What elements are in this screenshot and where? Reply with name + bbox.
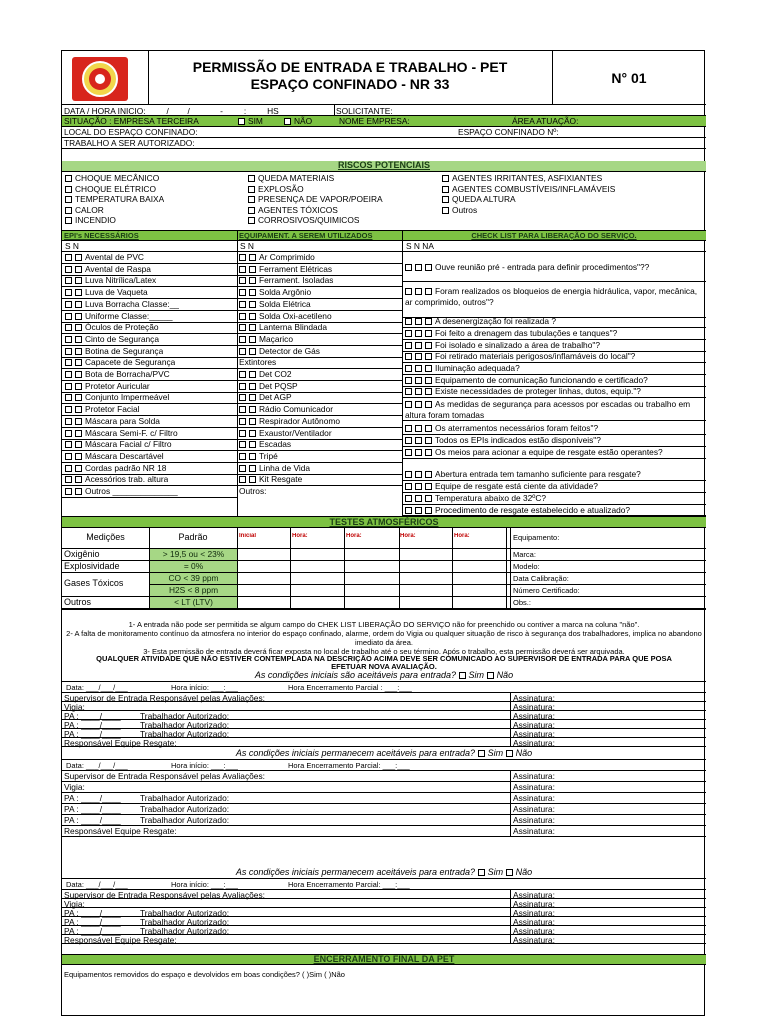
risk-item[interactable]: QUEDA MATERIAIS bbox=[248, 173, 334, 183]
checklist-item[interactable]: As medidas de segurança para acessos por escadas ou trabalho em altura foram tomadas bbox=[405, 399, 691, 420]
signature-field[interactable]: Assinatura: bbox=[513, 738, 555, 748]
checklist-item[interactable]: Foi isolado e sinalizado a área de trabalho"? bbox=[405, 340, 703, 351]
equipment-item[interactable]: Solda Oxi-acetileno bbox=[239, 311, 332, 321]
condition-yes[interactable] bbox=[478, 750, 485, 757]
epi-item[interactable]: Avental de PVC bbox=[65, 252, 144, 262]
epi-item[interactable]: Máscara Descartável bbox=[65, 451, 164, 461]
risk-item[interactable]: Outros bbox=[442, 205, 477, 215]
block-date[interactable]: Data: ___/___/___ bbox=[66, 683, 128, 692]
checklist-item[interactable]: Foi retirado materiais perigosos/inflamáveis do local"? bbox=[405, 351, 703, 362]
extinguisher-item[interactable]: Det AGP bbox=[239, 392, 292, 402]
atm-tests-title: TESTES ATMOSFÉRICOS bbox=[329, 517, 439, 527]
signature-field[interactable]: Assinatura: bbox=[513, 899, 555, 909]
extinguisher-item[interactable]: Det CO2 bbox=[239, 369, 292, 379]
atm-standard: = 0% bbox=[183, 561, 204, 571]
signature-field[interactable]: Assinatura: bbox=[513, 890, 555, 900]
risks-title: RISCOS POTENCIAIS bbox=[337, 160, 430, 170]
atm-equip-info[interactable]: Modelo: bbox=[513, 562, 540, 571]
atm-header-standard: Padrão bbox=[178, 532, 208, 542]
permit-number: N° 01 bbox=[611, 70, 647, 86]
checklist-item[interactable]: Ouve reunião pré - entrada para definir procedimentos"?? bbox=[405, 262, 703, 273]
authorized-worker[interactable]: Trabalhador Autorizado: bbox=[140, 815, 230, 825]
checklist-item[interactable]: A desenergização foi realizada ? bbox=[405, 316, 703, 327]
authorized-worker[interactable]: Trabalhador Autorizado: bbox=[140, 711, 230, 721]
checklist-item[interactable]: Abertura entrada tem tamanho suficiente para resgate? bbox=[405, 469, 703, 480]
atm-equipment: Equipamento: bbox=[513, 533, 560, 542]
atm-equip-info[interactable]: Data Calibração: bbox=[513, 574, 569, 583]
epi-item[interactable]: Protetor Auricular bbox=[65, 381, 150, 391]
risk-item[interactable]: QUEDA ALTURA bbox=[442, 194, 516, 204]
atm-standard: CO < 39 ppm bbox=[168, 573, 219, 583]
block-field[interactable]: Supervisor de Entrada Responsável pelas Avaliações: bbox=[64, 693, 265, 703]
risk-item[interactable]: AGENTES TÓXICOS bbox=[248, 205, 338, 215]
block-field[interactable]: Supervisor de Entrada Responsável pelas Avaliações: bbox=[64, 771, 265, 781]
authorized-worker[interactable]: Trabalhador Autorizado: bbox=[140, 908, 230, 918]
atm-header-hour: Hora: bbox=[346, 533, 362, 539]
epi-item[interactable]: Botina de Segurança bbox=[65, 346, 163, 356]
extinguisher-item[interactable]: Tripé bbox=[239, 451, 278, 461]
epi-item[interactable]: Acessórios trab. altura bbox=[65, 474, 168, 484]
condition-yes[interactable] bbox=[459, 672, 466, 679]
authorized-worker[interactable]: Trabalhador Autorizado: bbox=[140, 917, 230, 927]
risk-item[interactable]: CHOQUE MECÂNICO bbox=[65, 173, 159, 183]
extinguisher-item[interactable]: Kit Resgate bbox=[239, 474, 302, 484]
condition-no[interactable] bbox=[487, 672, 494, 679]
block-field[interactable]: PA : ____/____ bbox=[64, 729, 121, 739]
signature-field[interactable]: Assinatura: bbox=[513, 720, 555, 730]
block-field[interactable]: Responsável Equipe Resgate: bbox=[64, 935, 177, 945]
checklist-item[interactable]: Existe necessidades de proteger linhas, dutos, equip."? bbox=[405, 386, 703, 397]
epis-title: EPI's NECESSÁRIOS bbox=[64, 231, 139, 240]
note-3: 3- Esta permissão de entrada deverá ficar exposta no local de trabalho até o seu término. Após o trabalho, esta permissão deverá ser arquivada. bbox=[143, 647, 625, 656]
checklist-item[interactable]: Equipamento de comunicação funcionando e certificado? bbox=[405, 375, 703, 386]
epi-item[interactable]: Máscara Semi-F. c/ Filtro bbox=[65, 428, 178, 438]
checklist-item[interactable]: Os aterramentos necessários foram feitos"? bbox=[405, 423, 703, 434]
atm-equip-info[interactable]: Obs.: bbox=[513, 598, 531, 607]
condition-no[interactable] bbox=[506, 750, 513, 757]
equipment-item[interactable]: Ferrament Elétricas bbox=[239, 264, 332, 274]
risk-item[interactable]: CORROSIVOS/QUIMICOS bbox=[248, 215, 359, 225]
risk-item[interactable]: EXPLOSÃO bbox=[248, 184, 304, 194]
checklist-item[interactable]: Foram realizados os bloqueios de energia hidráulica, vapor, mecânica, ar comprimido, outros"? bbox=[405, 286, 698, 307]
situation-yes[interactable]: SIM bbox=[238, 116, 263, 126]
block-end-time[interactable]: Hora Encerramento Parcial : ___:___ bbox=[288, 683, 412, 692]
checklist-item[interactable]: Procedimento de resgate estabelecido e atualizado? bbox=[405, 505, 703, 516]
atm-measure: Outros bbox=[64, 597, 92, 607]
atm-measure: Explosividade bbox=[64, 561, 120, 571]
extinguisher-item[interactable]: Linha de Vida bbox=[239, 463, 310, 473]
epis-sn: S N bbox=[65, 241, 79, 251]
epi-item[interactable]: Luva Borracha Classe:__ bbox=[65, 299, 179, 309]
epi-item[interactable]: Capacete de Segurança bbox=[65, 357, 175, 367]
signature-field[interactable]: Assinatura: bbox=[513, 908, 555, 918]
block-field[interactable]: Vigia: bbox=[64, 782, 85, 792]
block-field[interactable]: PA : ____/____ bbox=[64, 926, 121, 936]
risk-item[interactable]: AGENTES COMBUSTÍVEIS/INFLAMÁVEIS bbox=[442, 184, 615, 194]
signature-field[interactable]: Assinatura: bbox=[513, 815, 555, 825]
extinguisher-item[interactable]: Respirador Autônomo bbox=[239, 416, 340, 426]
checklist-item[interactable]: Todos os EPIs indicados estão disponíveis"? bbox=[405, 435, 703, 446]
signature-field[interactable]: Assinatura: bbox=[513, 729, 555, 739]
checklist-item[interactable]: Temperatura abaixo de 32ºC? bbox=[405, 493, 703, 504]
atm-measure: Gases Tóxicos bbox=[64, 578, 124, 588]
form-subtitle: ESPAÇO CONFINADO - NR 33 bbox=[250, 76, 450, 92]
atm-standard: H2S < 8 ppm bbox=[168, 585, 219, 595]
equipment-other[interactable]: Outros: bbox=[239, 486, 267, 496]
risk-item[interactable]: AGENTES IRRITANTES, ASFIXIANTES bbox=[442, 173, 602, 183]
atm-standard: < LT (LTV) bbox=[174, 597, 213, 607]
block-date[interactable]: Data: ___/___/___ bbox=[66, 761, 128, 770]
block-field[interactable]: Supervisor de Entrada Responsável pelas Avaliações: bbox=[64, 890, 265, 900]
authorized-worker[interactable]: Trabalhador Autorizado: bbox=[140, 729, 230, 739]
signature-field[interactable]: Assinatura: bbox=[513, 826, 555, 836]
block-end-time[interactable]: Hora Encerramento Parcial: ___:___ bbox=[288, 761, 410, 770]
epi-item[interactable]: Uniforme Classe:_____ bbox=[65, 311, 173, 321]
risk-item[interactable]: INCENDIO bbox=[65, 215, 116, 225]
extinguisher-item[interactable]: Escadas bbox=[239, 439, 291, 449]
block-field[interactable]: Vigia: bbox=[64, 702, 85, 712]
equipment-item[interactable]: Solda Argônio bbox=[239, 287, 311, 297]
signature-field[interactable]: Assinatura: bbox=[513, 935, 555, 945]
signature-field[interactable]: Assinatura: bbox=[513, 926, 555, 936]
block-start-time[interactable]: Hora início: ___:___ bbox=[171, 761, 239, 770]
block-field[interactable]: Vigia: bbox=[64, 899, 85, 909]
epi-item[interactable]: Luva de Vaqueta bbox=[65, 287, 148, 297]
atm-header-initial: Inicial bbox=[239, 533, 257, 539]
extinguisher-item[interactable]: Exaustor/Ventilador bbox=[239, 428, 332, 438]
block-end-time[interactable]: Hora Encerramento Parcial: ___:___ bbox=[288, 880, 410, 889]
condition-yes[interactable] bbox=[478, 869, 485, 876]
signature-field[interactable]: Assinatura: bbox=[513, 702, 555, 712]
epi-item[interactable]: Avental de Raspa bbox=[65, 264, 151, 274]
epi-item[interactable]: Bota de Borracha/PVC bbox=[65, 369, 170, 379]
situation-label: SITUAÇÃO : EMPRESA TERCEIRA bbox=[64, 116, 199, 126]
epi-item[interactable]: Conjunto Impermeável bbox=[65, 392, 169, 402]
signature-field[interactable]: Assinatura: bbox=[513, 782, 555, 792]
block-date[interactable]: Data: ___/___/___ bbox=[66, 880, 128, 889]
equipment-title: EQUIPAMENT. A SEREM UTILIZADOS bbox=[239, 231, 373, 240]
epi-item[interactable]: Protetor Facial bbox=[65, 404, 139, 414]
block-field[interactable]: PA : ____/____ bbox=[64, 793, 121, 803]
signature-field[interactable]: Assinatura: bbox=[513, 917, 555, 927]
checklist-item[interactable]: Iluminação adequada? bbox=[405, 363, 703, 374]
equipment-item[interactable]: Detector de Gás bbox=[239, 346, 320, 356]
block-start-time[interactable]: Hora início: ___:___ bbox=[171, 880, 239, 889]
equipment-item[interactable]: Solda Elétrica bbox=[239, 299, 311, 309]
atm-standard: > 19,5 ou < 23% bbox=[162, 549, 225, 559]
authorized-worker[interactable]: Trabalhador Autorizado: bbox=[140, 926, 230, 936]
equipment-item[interactable]: Lanterna Blindada bbox=[239, 322, 327, 332]
permit-form bbox=[61, 50, 705, 1016]
location-field[interactable]: LOCAL DO ESPAÇO CONFINADO: bbox=[64, 127, 198, 137]
block-field[interactable]: Responsável Equipe Resgate: bbox=[64, 826, 177, 836]
checklist-item[interactable]: Os meios para acionar a equipe de resgate estão operantes? bbox=[405, 447, 703, 458]
authorized-worker[interactable]: Trabalhador Autorizado: bbox=[140, 793, 230, 803]
epi-item[interactable]: Outros ______________ bbox=[65, 486, 178, 496]
checklist-title: CHECK LIST PARA LIBERAÇÃO DO SERVIÇO. bbox=[471, 231, 637, 240]
block-field[interactable]: PA : ____/____ bbox=[64, 720, 121, 730]
block-start-time[interactable]: Hora início: ___:___ bbox=[171, 683, 239, 692]
atm-header-hour: Hora: bbox=[400, 533, 416, 539]
risk-item[interactable]: TEMPERATURA BAIXA bbox=[65, 194, 164, 204]
checklist-item[interactable]: Foi feito a drenagem das tubulações e tanques"? bbox=[405, 328, 703, 339]
block-field[interactable]: PA : ____/____ bbox=[64, 711, 121, 721]
checklist-sn: S N NA bbox=[406, 241, 434, 251]
risk-item[interactable]: CALOR bbox=[65, 205, 104, 215]
condition-no[interactable] bbox=[506, 869, 513, 876]
area-field[interactable]: ÁREA ATUAÇÃO: bbox=[512, 116, 579, 126]
company-logo bbox=[72, 57, 128, 101]
epi-item[interactable]: Luva Nitrílica/Latex bbox=[65, 275, 156, 285]
block-field[interactable]: PA : ____/____ bbox=[64, 804, 121, 814]
closing-title: ENCERRAMENTO FINAL DA PET bbox=[313, 954, 455, 964]
space-number-field[interactable]: ESPAÇO CONFINADO Nº: bbox=[458, 127, 559, 137]
atm-header-measure: Medições bbox=[86, 532, 125, 542]
risk-item[interactable]: CHOQUE ELÉTRICO bbox=[65, 184, 156, 194]
signature-field[interactable]: Assinatura: bbox=[513, 771, 555, 781]
equipment-item[interactable]: Ferrament. Isoladas bbox=[239, 275, 333, 285]
form-title: PERMISSÃO DE ENTRADA E TRABALHO - PET bbox=[192, 59, 508, 75]
signature-field[interactable]: Assinatura: bbox=[513, 711, 555, 721]
equipment-item[interactable]: Ar Comprimido bbox=[239, 252, 315, 262]
extinguisher-item[interactable]: Det PQSP bbox=[239, 381, 298, 391]
block-field[interactable]: PA : ____/____ bbox=[64, 815, 121, 825]
company-name-field[interactable]: NOME EMPRESA: bbox=[339, 116, 410, 126]
condition-question: As condições iniciais permanecem aceitáveis para entrada? Sim Não bbox=[235, 867, 533, 877]
atm-measure: Oxigênio bbox=[64, 549, 100, 559]
epi-item[interactable]: Cordas padrão NR 18 bbox=[65, 463, 166, 473]
extinguishers-label: Extintores bbox=[239, 357, 277, 368]
equipment-sn: S N bbox=[240, 241, 254, 251]
atm-header-hour: Hora: bbox=[454, 533, 470, 539]
note-1: 1- A entrada não pode ser permitida se algum campo do CHEK LIST LIBERAÇÃO DO SERVIÇO não for preenchido ou contiver a marca na coluna "não". bbox=[128, 620, 640, 629]
authorized-worker[interactable]: Trabalhador Autorizado: bbox=[140, 804, 230, 814]
block-field[interactable]: PA : ____/____ bbox=[64, 917, 121, 927]
extinguisher-item[interactable]: Rádio Comunicador bbox=[239, 404, 333, 414]
closing-question[interactable]: Equipamentos removidos do espaço e devolvidos em boas condições? ( )Sim ( )Não bbox=[64, 970, 345, 979]
risk-item[interactable]: PRESENÇA DE VAPOR/POEIRA bbox=[248, 194, 383, 204]
work-authorized-field[interactable]: TRABALHO A SER AUTORIZADO: bbox=[64, 138, 195, 148]
atm-equip-info[interactable]: Marca: bbox=[513, 550, 536, 559]
epi-item[interactable]: Óculos de Proteção bbox=[65, 322, 159, 332]
authorized-worker[interactable]: Trabalhador Autorizado: bbox=[140, 720, 230, 730]
signature-field[interactable]: Assinatura: bbox=[513, 693, 555, 703]
signature-field[interactable]: Assinatura: bbox=[513, 793, 555, 803]
epi-item[interactable]: Máscara Facial c/ Filtro bbox=[65, 439, 172, 449]
note-4: QUALQUER ATIVIDADE QUE NÃO ESTIVER CONTEMPLADA NA DESCRIÇÃO ACIMA DEVE SER COMUNICADO AO SUPERVISOR DE ENTRADA PARA QUE POSA EFETUAR NOVA AVALIAÇÃO. bbox=[96, 655, 672, 671]
signature-field[interactable]: Assinatura: bbox=[513, 804, 555, 814]
block-field[interactable]: Responsável Equipe Resgate: bbox=[64, 738, 177, 748]
condition-question: As condições iniciais permanecem aceitáveis para entrada? Sim Não bbox=[235, 748, 533, 758]
start-date-time[interactable]: DATA / HORA INICIO: ____/____/______ - ____:____ HS bbox=[64, 106, 279, 116]
checklist-item[interactable]: Equipe de resgate está ciente da atividade? bbox=[405, 481, 703, 492]
block-field[interactable]: PA : ____/____ bbox=[64, 908, 121, 918]
condition-question: As condições iniciais são aceitáveis para entrada? Sim Não bbox=[254, 670, 514, 680]
situation-no[interactable]: NÃO bbox=[284, 116, 312, 126]
equipment-item[interactable]: Maçarico bbox=[239, 334, 293, 344]
atm-equip-info[interactable]: Número Certificado: bbox=[513, 586, 580, 595]
requester-field[interactable]: SOLICITANTE: bbox=[336, 106, 393, 116]
epi-item[interactable]: Máscara para Solda bbox=[65, 416, 160, 426]
note-2: 2- A falta de monitoramento contínuo da atmosfera no interior do espaço confinado, alarme, ordem do Vigia ou qualquer situação de risco à segurança dos trabalhadores, implica no abandono imediato da área. bbox=[66, 629, 702, 647]
epi-item[interactable]: Cinto de Segurança bbox=[65, 334, 159, 344]
atm-header-hour: Hora: bbox=[292, 533, 308, 539]
